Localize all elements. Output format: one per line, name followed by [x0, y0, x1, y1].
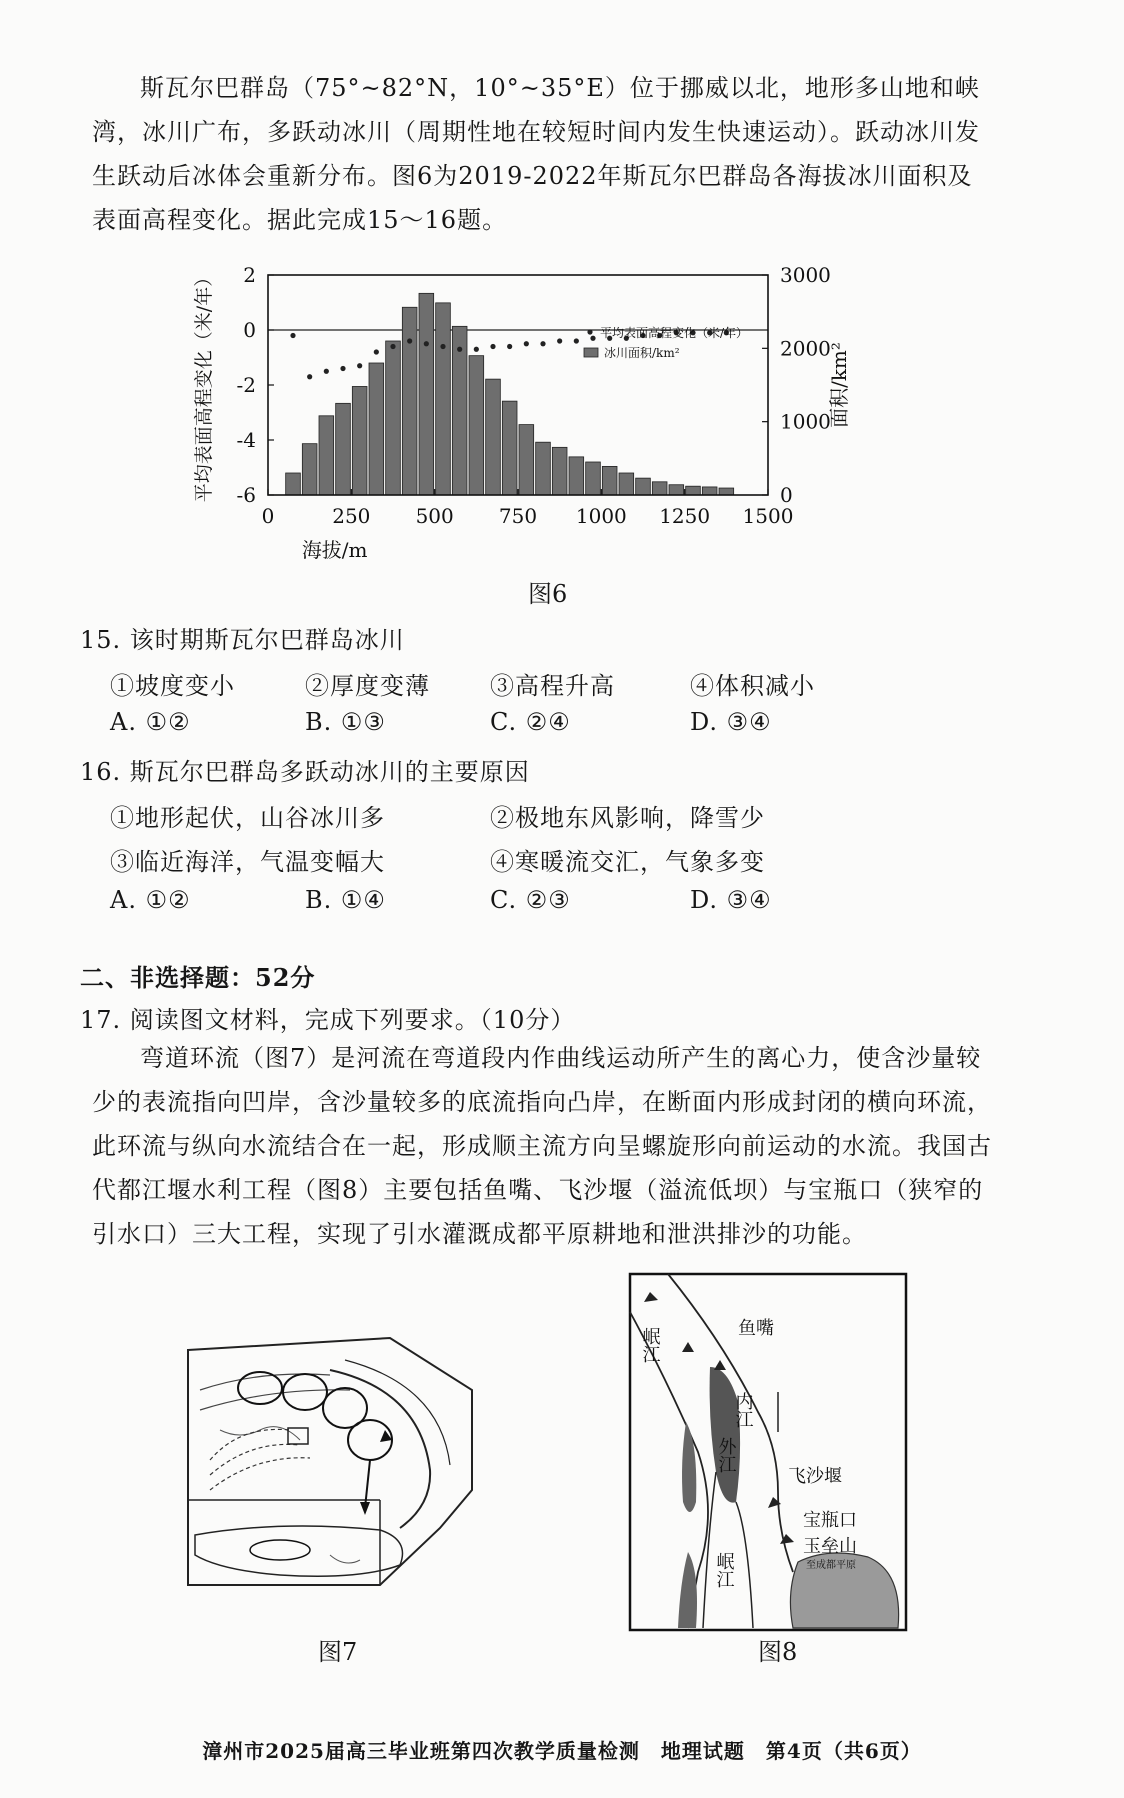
figure-8-caption: 图8 — [758, 1638, 798, 1666]
intro-paragraph: 斯瓦尔巴群岛（75°~82°N，10°~35°E）位于挪威以北，地形多山地和峡湾，冰川广布，多跃动冰川（周期性地在较短时间内发生快速运动）。跃动冰川发生跃动后冰体会重新分布。图6为2019-2022年斯瓦尔巴群岛各海拔冰川面积及表面高程变化。据此完成15～16题。 — [92, 74, 980, 234]
x-tick-label-1: 250 — [332, 504, 371, 528]
figure-7-diagram — [180, 1330, 480, 1620]
bar-area-16 — [552, 447, 567, 495]
y-right-axis-label: 面积/km² — [827, 342, 851, 428]
q15-answer-a: A. ①② — [110, 708, 191, 736]
bar-area-13 — [502, 401, 517, 495]
page-footer: 漳州市2025届高三毕业班第四次教学质量检测 地理试题 第4页（共6页） — [202, 1739, 922, 1763]
q16-answer-d: D. ③④ — [690, 886, 772, 914]
section-2-title: 二、非选择题：52分 — [80, 963, 316, 992]
y-left-tick-label-4: -6 — [236, 483, 256, 507]
point-elevation-12 — [490, 344, 495, 349]
bar-area-4 — [352, 386, 367, 495]
bar-area-14 — [519, 425, 534, 495]
label-minjiang-top: 岷江 — [639, 1327, 661, 1363]
label-yuzui: 鱼嘴 — [738, 1318, 774, 1339]
y-left-tick-label-0: 2 — [243, 263, 256, 287]
q16-answer-a: A. ①② — [110, 886, 191, 914]
point-elevation-2 — [324, 369, 329, 374]
q15-answer-b: B. ①③ — [305, 708, 386, 736]
bar-area-25 — [702, 487, 717, 495]
point-elevation-16 — [557, 338, 562, 343]
bar-area-15 — [536, 442, 551, 495]
bar-area-3 — [336, 403, 351, 495]
x-tick-label-5: 1250 — [659, 504, 711, 528]
point-elevation-6 — [390, 344, 395, 349]
bar-area-5 — [369, 363, 384, 495]
question-16-stem: 16. 斯瓦尔巴群岛多跃动冰川的主要原因 — [80, 758, 530, 786]
x-tick-label-0: 0 — [261, 504, 275, 528]
bar-area-12 — [486, 379, 501, 495]
question-15-stem: 15. 该时期斯瓦尔巴群岛冰川 — [80, 626, 405, 654]
q15-answer-d: D. ③④ — [690, 708, 772, 736]
figure-7-caption: 图7 — [318, 1638, 358, 1666]
point-elevation-3 — [340, 366, 345, 371]
point-elevation-9 — [440, 344, 445, 349]
bar-area-20 — [619, 473, 634, 495]
y-right-tick-label-1: 2000 — [780, 336, 831, 361]
point-elevation-14 — [524, 341, 529, 346]
label-baopingkou: 宝瓶口 — [803, 1510, 857, 1531]
label-minjiang-bottom: 岷江 — [713, 1552, 735, 1588]
bar-area-23 — [669, 485, 684, 495]
q15-option-2: ②厚度变薄 — [305, 672, 430, 700]
bar-area-21 — [636, 478, 651, 495]
q15-option-3: ③高程升高 — [490, 672, 615, 700]
bar-area-0 — [286, 473, 301, 495]
y-right-tick-label-3: 0 — [780, 483, 793, 507]
x-axis-label: 海拔/m — [301, 538, 368, 562]
x-tick-label-4: 1000 — [575, 504, 627, 528]
q16-option-3: ③临近海洋，气温变幅大 — [110, 848, 385, 876]
bar-area-19 — [602, 466, 617, 495]
q16-option-2: ②极地东风影响，降雪少 — [490, 804, 765, 832]
point-elevation-13 — [507, 344, 512, 349]
legend-dot-marker — [587, 329, 592, 334]
bar-area-8 — [419, 293, 434, 495]
point-elevation-7 — [407, 338, 412, 343]
bar-area-17 — [569, 457, 584, 495]
bar-area-22 — [652, 482, 667, 495]
x-tick-label-3: 750 — [498, 504, 538, 528]
y-left-tick-label-1: 0 — [243, 318, 256, 342]
x-tick-label-6: 1500 — [742, 504, 794, 528]
q15-option-4: ④体积减小 — [690, 672, 815, 700]
point-elevation-18 — [590, 336, 595, 341]
q16-option-1: ①地形起伏，山谷冰川多 — [110, 804, 385, 832]
bar-area-11 — [469, 356, 484, 495]
point-elevation-0 — [290, 333, 295, 338]
figure-8-map — [628, 1272, 908, 1634]
point-elevation-17 — [574, 338, 579, 343]
legend-bar-marker — [584, 348, 598, 357]
question-17-stem: 17. 阅读图文材料，完成下列要求。（10分） — [80, 1006, 576, 1034]
y-right-tick-label-0: 3000 — [780, 263, 831, 287]
point-elevation-4 — [357, 363, 362, 368]
point-elevation-8 — [424, 341, 429, 346]
x-tick-label-2: 500 — [415, 504, 454, 528]
bar-area-24 — [686, 486, 701, 495]
legend-label-area: 冰川面积/km² — [604, 346, 680, 360]
bar-area-6 — [386, 341, 401, 495]
legend-label-elevation: 平均表面高程变化（米/年） — [600, 326, 749, 340]
bar-area-2 — [319, 416, 334, 495]
label-yuleishan: 玉垒山 — [803, 1536, 857, 1557]
q15-answer-c: C. ②④ — [490, 708, 571, 736]
label-chengdu: 至成都平原 — [806, 1560, 856, 1571]
point-elevation-1 — [307, 374, 312, 379]
y-right-tick-label-2: 1000 — [780, 409, 831, 434]
y-left-tick-label-2: -2 — [236, 373, 256, 397]
figure-6-caption: 图6 — [528, 580, 568, 608]
bar-area-18 — [586, 462, 601, 495]
point-elevation-5 — [374, 349, 379, 354]
bar-area-26 — [719, 488, 734, 495]
bar-area-1 — [302, 444, 317, 495]
q16-answer-c: C. ②③ — [490, 886, 571, 914]
bar-area-7 — [402, 307, 417, 495]
label-waijiang: 外江 — [715, 1437, 737, 1473]
point-elevation-10 — [457, 347, 462, 352]
q15-option-1: ①坡度变小 — [110, 672, 235, 700]
bar-area-9 — [436, 303, 451, 495]
label-neijiang: 内江 — [732, 1392, 754, 1428]
y-left-axis-label: 平均表面高程变化（米/年） — [193, 267, 215, 503]
y-left-tick-label-3: -4 — [236, 428, 256, 452]
q16-answer-b: B. ①④ — [305, 886, 386, 914]
label-feishayan: 飞沙堰 — [788, 1466, 842, 1487]
point-elevation-11 — [474, 347, 479, 352]
point-elevation-15 — [540, 341, 545, 346]
question-17-paragraph: 弯道环流（图7）是河流在弯道段内作曲线运动所产生的离心力，使含沙量较少的表流指向凹岸，含沙量较多的底流指向凸岸，在断面内形成封闭的横向环流，此环流与纵向水流结合在一起，形成顺主流方向呈螺旋形向前运动的水流。我国古代都江堰水利工程（图8）主要包括鱼嘴、飞沙堰（溢流低坝）与宝瓶口（狭窄的引水口）三大工程，实现了引水灌溉成都平原耕地和泄洪排沙的功能。 — [92, 1044, 992, 1248]
q16-option-4: ④寒暖流交汇，气象多变 — [490, 848, 765, 876]
